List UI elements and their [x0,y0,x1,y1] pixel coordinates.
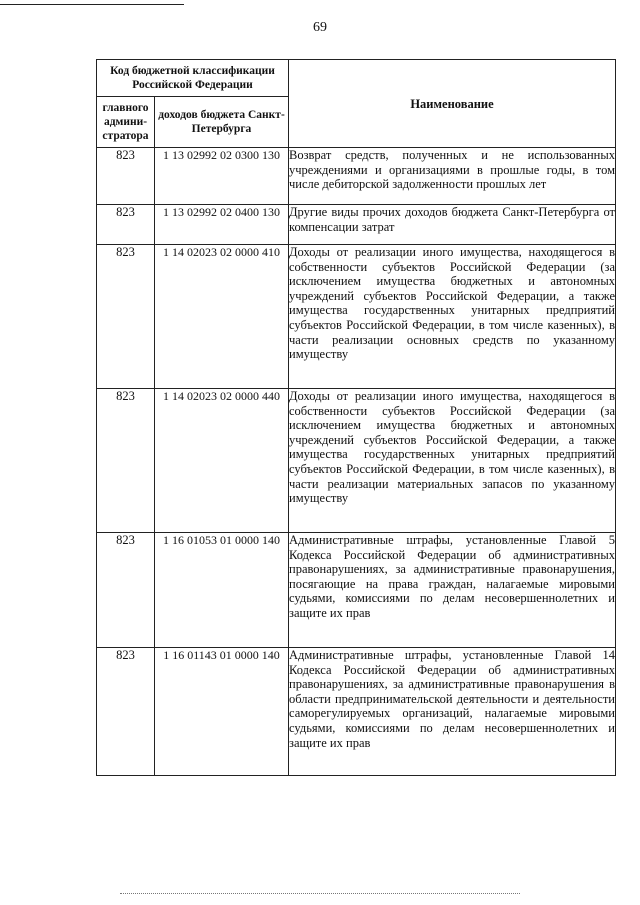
name-cell [289,533,616,648]
revenue-code-cell: 1 13 02992 02 0300 130 [155,148,289,205]
table-row [97,205,616,245]
page-number: 69 [313,20,327,35]
header-revenue: доходов бюджета Санкт-Петербурга [155,97,289,148]
admin-code-cell: 823 [97,245,155,389]
name-text: Доходы от реализации иного имущества, находящегося в собственности субъектов Российской Федерации (за исключением имущества бюджетных и автономных учреждений субъектов Российской Федерации, а также имущества государственных унитарных предприятий субъектов Российской Федерации, в том числе казенных), в части реализации основных средств по указанному имуществу [289,245,615,362]
admin-code-cell: 823 [97,148,155,205]
revenue-code-cell: 1 13 02992 02 0400 130 [155,205,289,245]
table-row [97,148,616,205]
name-text: Возврат средств, полученных и не использованных учреждениями и организациями в прошлые годы, в том числе дебиторской задолженности прошлых лет [289,148,615,192]
name-cell [289,389,616,533]
name-text: Административные штрафы, установленные Главой 5 Кодекса Российской Федерации об административных правонарушениях, за административные правонарушения, посягающие на права граждан, налагаемые мировыми судьями, комиссиями по делам несовершеннолетних и защите их прав [289,533,615,620]
name-cell [289,245,616,389]
table-row [97,533,616,648]
revenue-code-cell: 1 14 02023 02 0000 410 [155,245,289,389]
header-admin: главного админи-стратора [97,97,155,148]
admin-code-cell: 823 [97,205,155,245]
top-rule [0,4,184,5]
name-text: Другие виды прочих доходов бюджета Санкт-Петербурга от компенсации затрат [289,205,615,234]
name-cell [289,648,616,776]
admin-code-cell: 823 [97,389,155,533]
admin-code-cell: 823 [97,533,155,648]
table-row [97,245,616,389]
scan-artifact-line [120,893,520,896]
name-cell [289,148,616,205]
revenue-code-cell: 1 16 01053 01 0000 140 [155,533,289,648]
revenue-code-cell: 1 16 01143 01 0000 140 [155,648,289,776]
table-row [97,648,616,776]
table-row [97,389,616,533]
header-name: Наименование [289,60,616,148]
budget-classification-table [96,59,616,776]
name-text: Административные штрафы, установленные Главой 14 Кодекса Российской Федерации об административных правонарушениях, за административные правонарушения в области предпринимательской деятельности и деятельности саморегулируемых организаций, налагаемые мировыми судьями, комиссиями по делам несовершеннолетних и защите их прав [289,648,615,750]
name-cell [289,205,616,245]
name-text: Доходы от реализации иного имущества, находящегося в собственности субъектов Российской Федерации (за исключением имущества бюджетных и автономных учреждений субъектов Российской Федерации, а также имущества государственных унитарных предприятий субъектов Российской Федерации, в том числе казенных), в части реализации материальных запасов по указанному имуществу [289,389,615,506]
revenue-code-cell: 1 14 02023 02 0000 440 [155,389,289,533]
header-code-group: Код бюджетной классификации Российской Федерации [97,60,289,97]
admin-code-cell: 823 [97,648,155,776]
